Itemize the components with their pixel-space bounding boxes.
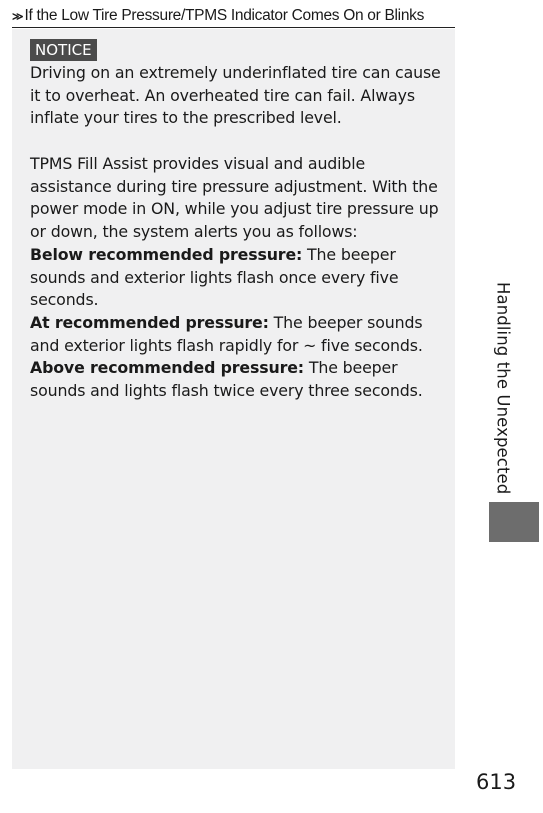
- notice-badge: NOTICE: [30, 39, 97, 61]
- double-chevron-right-icon: ≫: [12, 10, 21, 23]
- pressure-item-label: Below recommended pressure:: [30, 244, 303, 264]
- pressure-item-label: At recommended pressure:: [30, 312, 269, 332]
- notice-paragraph: Driving on an extremely underinflated tire can cause it to overheat. An overheated tire can fail. Always inflate your tires to the prescribed level.: [30, 63, 441, 128]
- chapter-tab-marker: [489, 502, 539, 542]
- pressure-item-text: The beeper sounds and exterior lights flash once every five seconds.: [30, 244, 399, 310]
- pressure-item-text: The beeper sounds and exterior lights flash rapidly for ~ five seconds.: [30, 312, 423, 355]
- pressure-item-above: [30, 357, 442, 402]
- chapter-side-tab[interactable]: [478, 280, 528, 496]
- section-header: [12, 5, 455, 28]
- notice-text: [30, 62, 442, 130]
- pressure-item-text: The beeper sounds and lights flash twice every three seconds.: [30, 358, 423, 401]
- fill-assist-intro: TPMS Fill Assist provides visual and audible assistance during tire pressure adjustment. With the power mode in ON, while you adjust tire pressure up or down, the system alerts you as follows:: [30, 154, 439, 242]
- pressure-item-at: [30, 312, 442, 357]
- page-number: 613: [476, 770, 517, 794]
- fill-assist-section: [30, 153, 442, 403]
- chapter-side-tab-label: Handling the Unexpected: [493, 281, 513, 495]
- pressure-item-label: Above recommended pressure:: [30, 358, 304, 378]
- section-title: If the Low Tire Pressure/TPMS Indicator Comes On or Blinks: [24, 7, 425, 24]
- pressure-item-below: [30, 244, 442, 312]
